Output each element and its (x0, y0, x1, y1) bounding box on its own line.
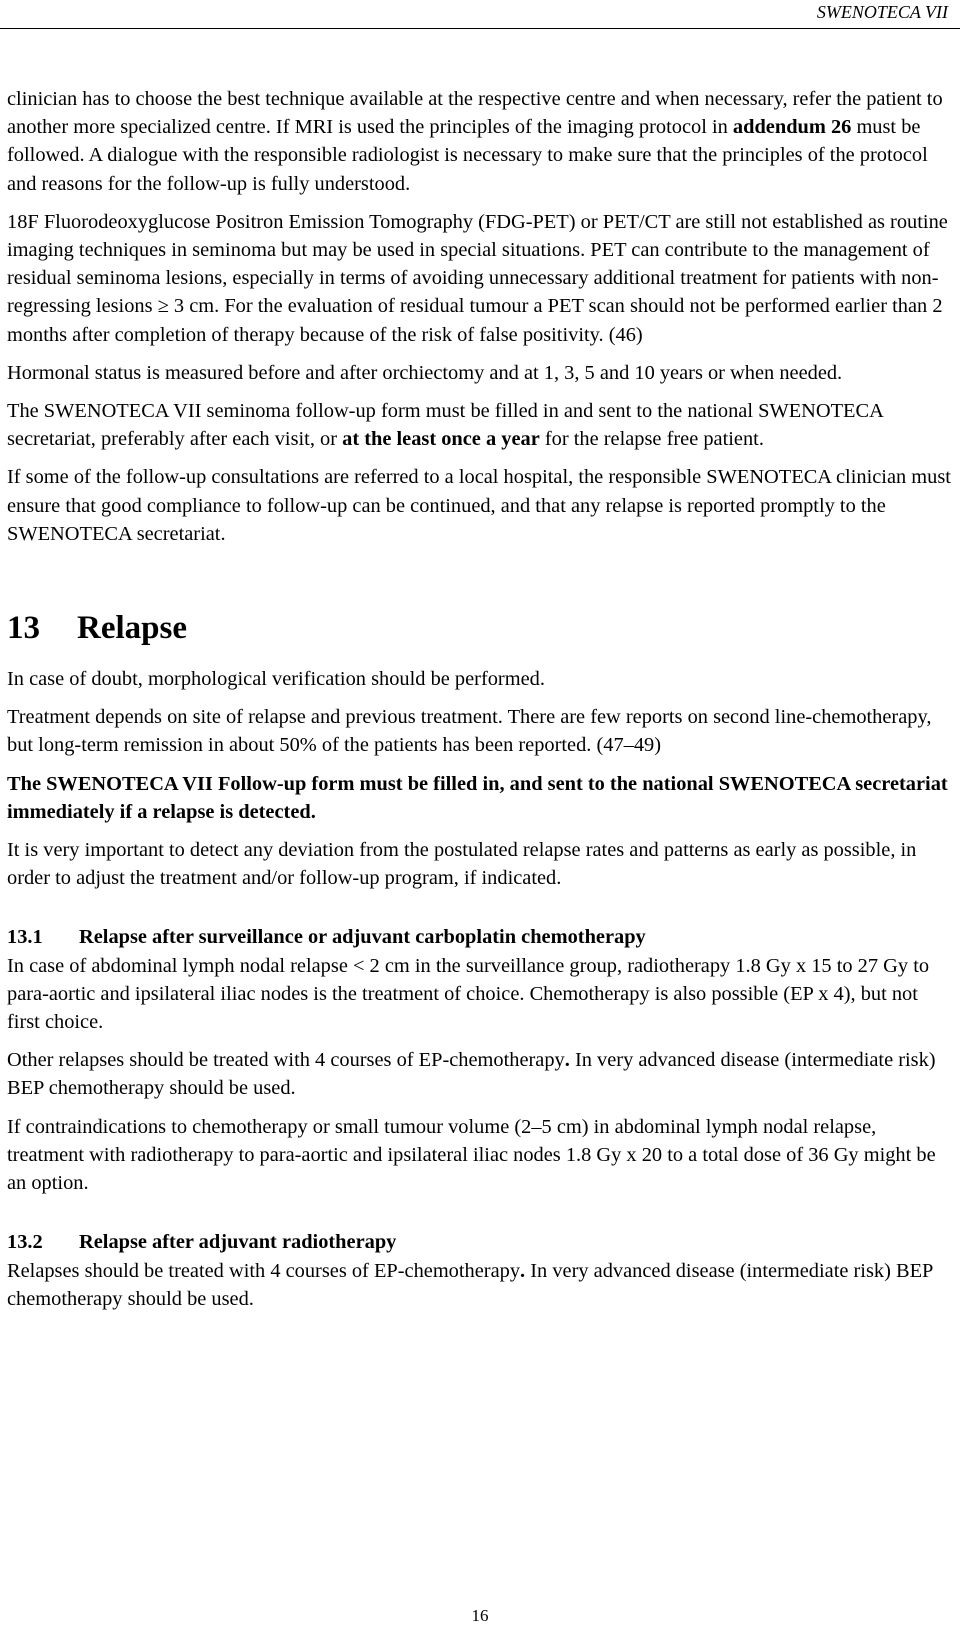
text-run: must be followed. A dialogue with the responsible radiologist is necessary to make sure that the principles of the protocol and reasons for the follow-up is fully understood. (7, 116, 928, 195)
paragraph-local-hospital: If some of the follow-up consultations are referred to a local hospital, the responsible SWENOTECA clinician must ensure that good compliance to follow-up can be continued, and that any relapse is reported promptly to the SWENOTECA secretariat. (7, 466, 951, 545)
document-body (7, 85, 953, 1313)
header-rule (0, 28, 960, 29)
section-heading-13-2 (7, 1228, 953, 1256)
running-header-title: SWENOTECA VII (816, 2, 948, 22)
emphasis-frequency: at the least once a year (342, 428, 540, 451)
text-run: Relapses should be treated with 4 courses of EP-chemotherapy (7, 1259, 521, 1282)
paragraph-contraindications: If contraindications to chemotherapy or small tumour volume (2–5 cm) in abdominal lymph nodal relapse, treatment with radiotherapy to para-aortic and ipsilateral iliac nodes 1.8 Gy x 20 to a total dose of 36 Gy might be an option. (7, 1115, 936, 1195)
section-title: Relapse after surveillance or adjuvant carboplatin chemotherapy (79, 926, 646, 949)
paragraph-relapse-reporting: The SWENOTECA VII Follow-up form must be filled in, and sent to the national SWENOTECA secretariat immediately if a relapse is detected. (7, 772, 948, 823)
chapter-heading-relapse (7, 608, 953, 665)
section-title: Relapse after adjuvant radiotherapy (79, 1231, 397, 1254)
paragraph-follow-up-form (7, 397, 953, 453)
paragraph-treatment-depends: Treatment depends on site of relapse and previous treatment. There are few reports on second line-chemotherapy, but long-term remission in about 50% of the patients has been reported. (47–49) (7, 706, 932, 757)
paragraph-imaging-technique (7, 85, 953, 198)
text-run: In very advanced disease (intermediate risk) BEP chemotherapy should be used. (7, 1259, 933, 1310)
text-run: clinician has to choose the best technique available at the respective centre and when necessary, refer the patient to another more specialized centre. If MRI is used the principles of the imaging protocol in (7, 88, 943, 139)
text-run: The SWENOTECA VII seminoma follow-up form must be filled in and sent to the national SWENOTECA secretariat, preferably after each visit, or (7, 400, 883, 451)
chapter-title: Relapse (77, 610, 187, 647)
section-number: 13.1 (7, 926, 43, 949)
bold-period: . (520, 1259, 526, 1282)
text-run: Other relapses should be treated with 4 courses of EP-chemotherapy (7, 1049, 565, 1072)
page-header (0, 0, 960, 30)
chapter-number: 13 (7, 610, 40, 647)
paragraph-morphological-verification: In case of doubt, morphological verification should be performed. (7, 668, 545, 691)
paragraph-abdominal-relapse: In case of abdominal lymph nodal relapse < 2 cm in the surveillance group, radiotherapy 1.8 Gy x 15 to 27 Gy to para-aortic and ipsilateral iliac nodes is the treatment of choice. Chemotherapy is also possible (EP x 4), but not first choice. (7, 954, 930, 1034)
section-heading-13-1 (7, 923, 953, 951)
bold-period: . (564, 1049, 570, 1072)
page-number: 16 (471, 1606, 489, 1625)
paragraph-detect-deviation: It is very important to detect any deviation from the postulated relapse rates and patterns as early as possible, in order to adjust the treatment and/or follow-up program, if indicated. (7, 839, 917, 890)
paragraph-other-relapses (7, 1046, 953, 1102)
text-run: for the relapse free patient. (539, 428, 764, 451)
section-number: 13.2 (7, 1231, 43, 1254)
paragraph-hormonal-status: Hormonal status is measured before and after orchiectomy and at 1, 3, 5 and 10 years or when needed. (7, 361, 843, 384)
paragraph-relapses-after-radiotherapy (7, 1257, 953, 1313)
paragraph-fdg-pet: 18F Fluorodeoxyglucose Positron Emission Tomography (FDG-PET) or PET/CT are still not established as routine imaging techniques in seminoma but may be used in special situations. PET can contribute to the management of residual seminoma lesions, especially in terms of avoiding unnecessary additional treatment for patients with non-regressing lesions ≥ 3 cm. For the evaluation of residual tumour a PET scan should not be performed earlier than 2 months after completion of therapy because of the risk of false positivity. (46) (7, 210, 948, 346)
addendum-reference: addendum 26 (732, 116, 852, 139)
text-run: In very advanced disease (intermediate risk) BEP chemotherapy should be used. (7, 1049, 936, 1100)
